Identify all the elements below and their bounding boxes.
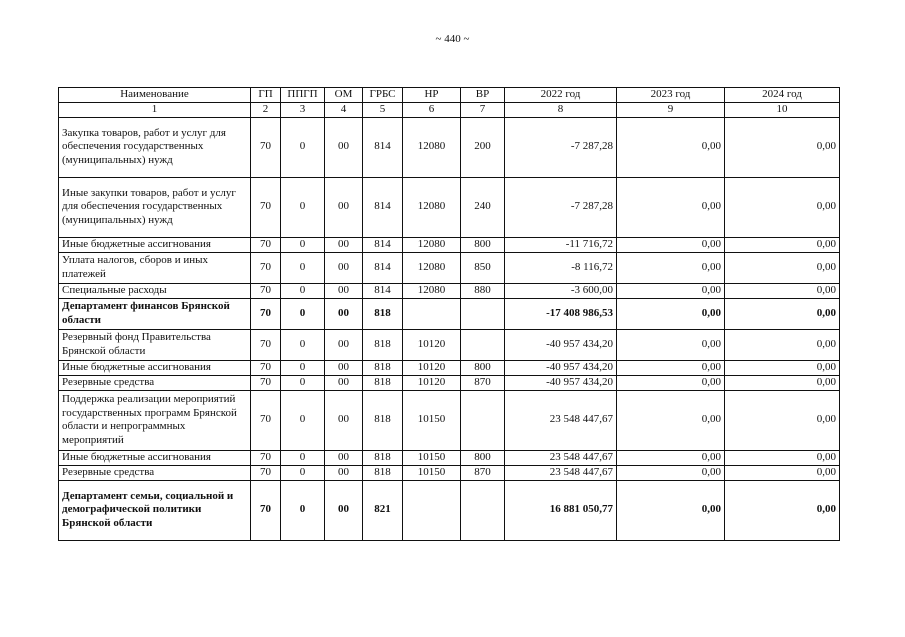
row-vr: [461, 480, 505, 540]
col-header-vr: ВР: [461, 88, 505, 103]
row-ppgp: 0: [281, 390, 325, 450]
row-vr: 880: [461, 283, 505, 298]
row-vr: 200: [461, 117, 505, 177]
row-amount-2023: 0,00: [617, 177, 725, 237]
row-amount-2022: 23 548 447,67: [505, 450, 617, 465]
row-grbs: 818: [363, 450, 403, 465]
col-number: 4: [325, 103, 363, 118]
row-om: 00: [325, 117, 363, 177]
row-grbs: 814: [363, 252, 403, 283]
row-gp: 70: [251, 177, 281, 237]
row-nr: 10120: [403, 329, 461, 360]
row-om: 00: [325, 480, 363, 540]
row-amount-2022: -40 957 434,20: [505, 329, 617, 360]
row-nr: [403, 298, 461, 329]
row-ppgp: 0: [281, 117, 325, 177]
row-amount-2023: 0,00: [617, 283, 725, 298]
row-nr: 12080: [403, 177, 461, 237]
row-amount-2024: 0,00: [725, 360, 840, 375]
row-gp: 70: [251, 298, 281, 329]
row-vr: [461, 390, 505, 450]
row-gp: 70: [251, 283, 281, 298]
row-ppgp: 0: [281, 465, 325, 480]
row-om: 00: [325, 465, 363, 480]
row-name: Специальные расходы: [59, 283, 251, 298]
row-grbs: 814: [363, 177, 403, 237]
row-amount-2024: 0,00: [725, 283, 840, 298]
table-row: [59, 375, 840, 390]
row-gp: 70: [251, 390, 281, 450]
row-vr: 850: [461, 252, 505, 283]
row-amount-2024: 0,00: [725, 329, 840, 360]
row-amount-2024: 0,00: [725, 177, 840, 237]
row-om: 00: [325, 375, 363, 390]
row-grbs: 818: [363, 329, 403, 360]
table-row: [59, 117, 840, 177]
row-amount-2022: -7 287,28: [505, 117, 617, 177]
col-number: 10: [725, 103, 840, 118]
row-amount-2023: 0,00: [617, 252, 725, 283]
row-amount-2022: -40 957 434,20: [505, 360, 617, 375]
column-number-row: [59, 103, 840, 118]
row-gp: 70: [251, 450, 281, 465]
col-header-name: Наименование: [59, 88, 251, 103]
table-row: [59, 252, 840, 283]
row-vr: 870: [461, 465, 505, 480]
table-row: [59, 390, 840, 450]
col-number: 3: [281, 103, 325, 118]
row-amount-2022: -7 287,28: [505, 177, 617, 237]
row-grbs: 818: [363, 465, 403, 480]
row-om: 00: [325, 252, 363, 283]
row-amount-2023: 0,00: [617, 450, 725, 465]
row-amount-2024: 0,00: [725, 465, 840, 480]
table-body: [59, 117, 840, 540]
table-row: [59, 360, 840, 375]
row-nr: 10120: [403, 375, 461, 390]
table-row: [59, 480, 840, 540]
row-amount-2024: 0,00: [725, 237, 840, 252]
col-number: 7: [461, 103, 505, 118]
row-name: Иные бюджетные ассигнования: [59, 237, 251, 252]
table-row: [59, 283, 840, 298]
row-amount-2022: -3 600,00: [505, 283, 617, 298]
row-nr: 10150: [403, 390, 461, 450]
row-ppgp: 0: [281, 283, 325, 298]
row-amount-2024: 0,00: [725, 450, 840, 465]
row-gp: 70: [251, 329, 281, 360]
row-om: 00: [325, 237, 363, 252]
row-nr: [403, 480, 461, 540]
col-number: 8: [505, 103, 617, 118]
row-ppgp: 0: [281, 360, 325, 375]
row-grbs: 814: [363, 283, 403, 298]
row-om: 00: [325, 283, 363, 298]
row-amount-2023: 0,00: [617, 375, 725, 390]
page-number: ~ 440 ~: [435, 33, 470, 45]
row-om: 00: [325, 329, 363, 360]
col-header-2023: 2023 год: [617, 88, 725, 103]
col-header-ppgp: ППГП: [281, 88, 325, 103]
header-row: [59, 88, 840, 103]
row-ppgp: 0: [281, 329, 325, 360]
col-header-grbs: ГРБС: [363, 88, 403, 103]
row-nr: 12080: [403, 283, 461, 298]
table-row: [59, 329, 840, 360]
row-gp: 70: [251, 465, 281, 480]
row-grbs: 818: [363, 375, 403, 390]
row-nr: 10120: [403, 360, 461, 375]
row-ppgp: 0: [281, 298, 325, 329]
row-amount-2022: -8 116,72: [505, 252, 617, 283]
row-name: Закупка товаров, работ и услуг для обеспечения государственных (муниципальных) нужд: [59, 117, 251, 177]
row-grbs: 818: [363, 298, 403, 329]
row-gp: 70: [251, 252, 281, 283]
row-grbs: 818: [363, 390, 403, 450]
row-om: 00: [325, 390, 363, 450]
row-ppgp: 0: [281, 252, 325, 283]
row-name: Поддержка реализации мероприятий государственных программ Брянской области и непрограммных мероприятий: [59, 390, 251, 450]
row-amount-2023: 0,00: [617, 298, 725, 329]
row-vr: 800: [461, 450, 505, 465]
row-name: Уплата налогов, сборов и иных платежей: [59, 252, 251, 283]
row-gp: 70: [251, 480, 281, 540]
row-nr: 10150: [403, 450, 461, 465]
row-amount-2024: 0,00: [725, 117, 840, 177]
row-amount-2023: 0,00: [617, 329, 725, 360]
row-amount-2022: 16 881 050,77: [505, 480, 617, 540]
row-amount-2024: 0,00: [725, 252, 840, 283]
row-name: Иные бюджетные ассигнования: [59, 360, 251, 375]
row-grbs: 818: [363, 360, 403, 375]
col-header-gp: ГП: [251, 88, 281, 103]
row-ppgp: 0: [281, 450, 325, 465]
row-amount-2022: -11 716,72: [505, 237, 617, 252]
row-ppgp: 0: [281, 480, 325, 540]
row-amount-2023: 0,00: [617, 465, 725, 480]
row-vr: 800: [461, 360, 505, 375]
row-name: Департамент семьи, социальной и демографической политики Брянской области: [59, 480, 251, 540]
row-amount-2023: 0,00: [617, 360, 725, 375]
col-header-om: ОМ: [325, 88, 363, 103]
row-name: Иные бюджетные ассигнования: [59, 450, 251, 465]
row-nr: 10150: [403, 465, 461, 480]
col-number: 5: [363, 103, 403, 118]
col-header-2024: 2024 год: [725, 88, 840, 103]
row-amount-2024: 0,00: [725, 298, 840, 329]
row-grbs: 814: [363, 237, 403, 252]
row-nr: 12080: [403, 237, 461, 252]
table-row: [59, 177, 840, 237]
row-gp: 70: [251, 117, 281, 177]
row-name: Резервный фонд Правительства Брянской области: [59, 329, 251, 360]
row-name: Резервные средства: [59, 375, 251, 390]
row-ppgp: 0: [281, 177, 325, 237]
row-name: Резервные средства: [59, 465, 251, 480]
row-vr: 800: [461, 237, 505, 252]
col-header-2022: 2022 год: [505, 88, 617, 103]
col-number: 6: [403, 103, 461, 118]
col-number: 2: [251, 103, 281, 118]
row-ppgp: 0: [281, 375, 325, 390]
row-gp: 70: [251, 360, 281, 375]
row-om: 00: [325, 450, 363, 465]
row-nr: 12080: [403, 252, 461, 283]
col-header-nr: НР: [403, 88, 461, 103]
row-om: 00: [325, 360, 363, 375]
row-grbs: 814: [363, 117, 403, 177]
row-vr: 240: [461, 177, 505, 237]
row-name: Иные закупки товаров, работ и услуг для обеспечения государственных (муниципальных) нужд: [59, 177, 251, 237]
table-row: [59, 298, 840, 329]
row-amount-2023: 0,00: [617, 480, 725, 540]
row-amount-2022: 23 548 447,67: [505, 465, 617, 480]
row-name: Департамент финансов Брянской области: [59, 298, 251, 329]
row-amount-2022: -40 957 434,20: [505, 375, 617, 390]
table-row: [59, 237, 840, 252]
row-amount-2022: -17 408 986,53: [505, 298, 617, 329]
row-ppgp: 0: [281, 237, 325, 252]
row-vr: [461, 298, 505, 329]
row-gp: 70: [251, 237, 281, 252]
row-amount-2024: 0,00: [725, 390, 840, 450]
row-amount-2023: 0,00: [617, 390, 725, 450]
row-amount-2023: 0,00: [617, 237, 725, 252]
table-row: [59, 465, 840, 480]
row-nr: 12080: [403, 117, 461, 177]
row-gp: 70: [251, 375, 281, 390]
table-row: [59, 450, 840, 465]
col-number: 9: [617, 103, 725, 118]
row-om: 00: [325, 298, 363, 329]
row-grbs: 821: [363, 480, 403, 540]
col-number: 1: [59, 103, 251, 118]
row-amount-2023: 0,00: [617, 117, 725, 177]
row-vr: [461, 329, 505, 360]
budget-table: [58, 87, 840, 541]
row-amount-2024: 0,00: [725, 375, 840, 390]
row-om: 00: [325, 177, 363, 237]
row-vr: 870: [461, 375, 505, 390]
row-amount-2022: 23 548 447,67: [505, 390, 617, 450]
row-amount-2024: 0,00: [725, 480, 840, 540]
